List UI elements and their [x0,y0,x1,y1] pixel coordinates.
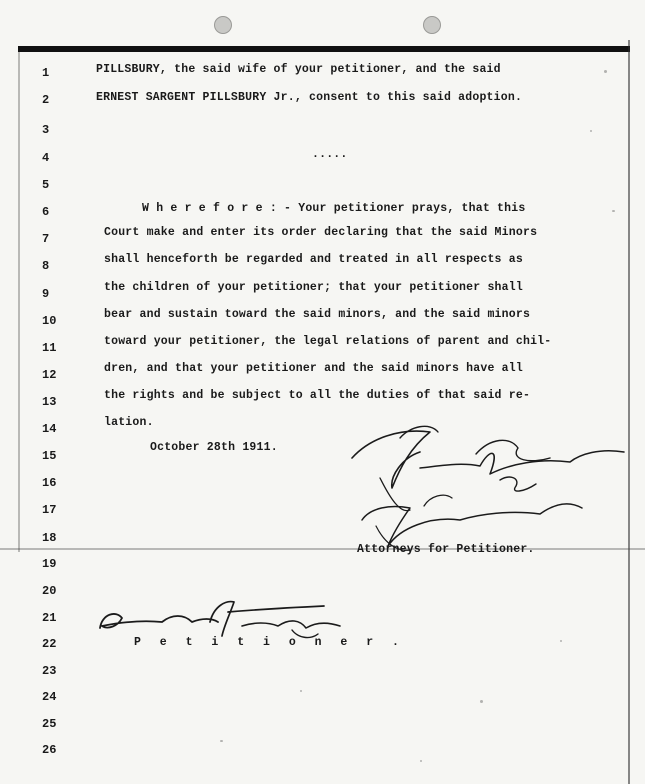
line-number: 6 [42,205,50,219]
body-line-11: toward your petitioner, the legal relations of parent and chil- [104,335,552,348]
body-line-14: lation. [104,416,154,429]
line-number: 24 [42,690,57,704]
line-number: 19 [42,557,57,571]
left-margin-rule [18,52,20,552]
scan-speck [480,700,483,703]
body-line-8: shall henceforth be regarded and treated in all respects as [104,253,523,266]
scan-speck [590,130,592,132]
scan-speck [612,210,615,212]
line-number: 26 [42,743,57,757]
line-number: 20 [42,584,57,598]
scan-speck [220,740,223,742]
attorneys-caption: Attorneys for Petitioner. [357,543,535,556]
body-line-2: ERNEST SARGENT PILLSBURY Jr., consent to this said adoption. [96,91,523,104]
line-number: 4 [42,151,50,165]
line-number: 13 [42,395,57,409]
line-number: 7 [42,232,50,246]
body-line-9: the children of your petitioner; that your petitioner shall [104,281,523,294]
body-line-10: bear and sustain toward the said minors, and the said minors [104,308,531,321]
line-number: 25 [42,717,57,731]
line-number: 11 [42,341,57,355]
body-line-12: dren, and that your petitioner and the said minors have all [104,362,523,375]
line-number: 1 [42,66,50,80]
line-number: 14 [42,422,57,436]
line-number: 5 [42,178,50,192]
line-number: 16 [42,476,57,490]
punch-hole [214,16,232,34]
line-number: 3 [42,123,50,137]
line-number: 9 [42,287,50,301]
line-number: 17 [42,503,57,517]
line-number: 10 [42,314,57,328]
body-line-6: W h e r e f o r e : - Your petitioner prays, that this [142,202,526,215]
separator-dots: ..... [312,148,348,161]
scan-speck [604,70,607,73]
scan-speck [300,690,302,692]
line-number: 18 [42,531,57,545]
line-number: 12 [42,368,57,382]
top-border [18,46,630,52]
petitioner-caption: P e t i t i o n e r . [134,636,405,649]
line-number: 2 [42,93,50,107]
line-number: 21 [42,611,57,625]
body-line-1: PILLSBURY, the said wife of your petitioner, and the said [96,63,501,76]
body-line-7: Court make and enter its order declaring that the said Minors [104,226,538,239]
line-number: 8 [42,259,50,273]
line-number: 22 [42,637,57,651]
right-margin-rule [628,40,630,784]
date-line: October 28th 1911. [150,441,278,454]
punch-hole [423,16,441,34]
line-number: 15 [42,449,57,463]
line-number: 23 [42,664,57,678]
scan-speck [560,640,562,642]
body-line-13: the rights and be subject to all the duties of that said re- [104,389,531,402]
scan-speck [420,760,422,762]
